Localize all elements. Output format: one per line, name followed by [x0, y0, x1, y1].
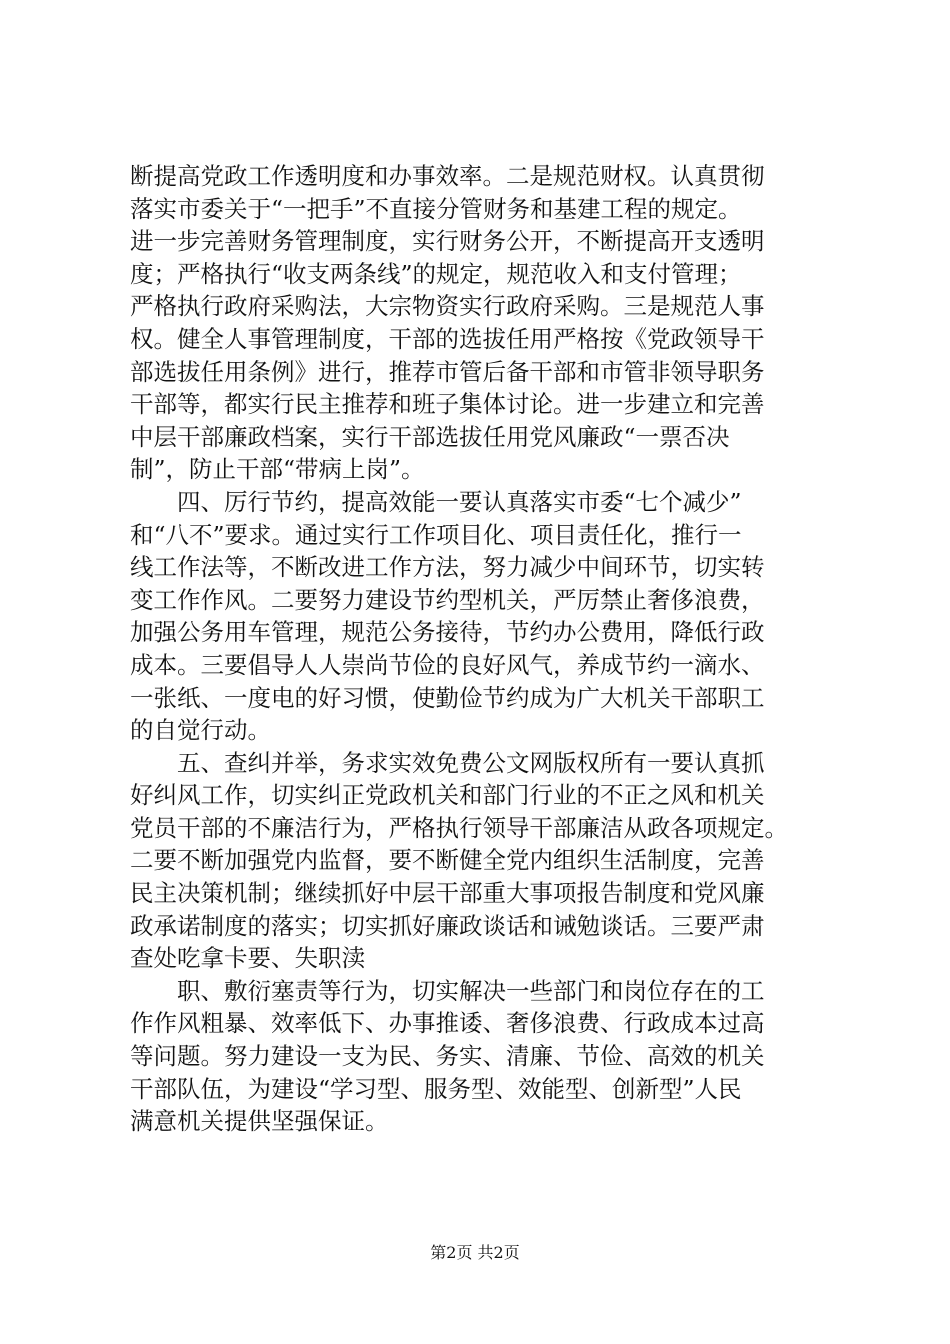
text-line: 五、查纠并举，务求实效免费公文网版权所有一要认真抓 — [130, 748, 765, 777]
text-line: 职、敷衍塞责等行为，切实解决一些部门和岗位存在的工 — [130, 976, 765, 1005]
text-line: 作作风粗暴、效率低下、办事推诿、奢侈浪费、行政成本过高 — [130, 1009, 765, 1038]
text-line: 好纠风工作，切实纠正党政机关和部门行业的不正之风和机关 — [130, 781, 765, 810]
text-line: 中层干部廉政档案，实行干部选拔任用党风廉政“一票否决 — [130, 422, 730, 451]
page-number-footer: 第2页 共2页 — [430, 1243, 520, 1262]
text-line: 四、厉行节约，提高效能一要认真落实市委“七个减少” — [130, 487, 742, 516]
text-line: 严格执行政府采购法，大宗物资实行政府采购。三是规范人事 — [130, 292, 765, 321]
text-line: 政承诺制度的落实；切实抓好廉政谈话和诫勉谈话。三要严肃 — [130, 911, 765, 940]
text-line: 成本。三要倡导人人崇尚节俭的良好风气，养成节约一滴水、 — [130, 650, 765, 679]
text-line: 民主决策机制；继续抓好中层干部重大事项报告制度和党风廉 — [130, 879, 765, 908]
text-line: 加强公务用车管理，规范公务接待，节约办公费用，降低行政 — [130, 618, 765, 647]
text-line: 党员干部的不廉洁行为，严格执行领导干部廉洁从政各项规定。 — [130, 813, 788, 842]
document-body — [130, 160, 830, 1138]
text-line: 满意机关提供坚强保证。 — [130, 1107, 389, 1136]
text-line: 的自觉行动。 — [130, 716, 271, 745]
text-line: 线工作法等，不断改进工作方法，努力减少中间环节，切实转 — [130, 553, 765, 582]
text-line: 查处吃拿卡要、失职渎 — [130, 944, 365, 973]
text-line: 部选拔任用条例》进行，推荐市管后备干部和市管非领导职务 — [130, 357, 765, 386]
text-line: 进一步完善财务管理制度，实行财务公开，不断提高开支透明 — [130, 227, 765, 256]
text-line: 等问题。努力建设一支为民、务实、清廉、节俭、高效的机关 — [130, 1042, 765, 1071]
text-line: 度；严格执行“收支两条线”的规定，规范收入和支付管理； — [130, 259, 742, 288]
text-line: 制”，防止干部“带病上岗”。 — [130, 455, 425, 484]
text-line: 变工作作风。二要努力建设节约型机关，严厉禁止奢侈浪费， — [130, 585, 765, 614]
text-line: 一张纸、一度电的好习惯，使勤俭节约成为广大机关干部职工 — [130, 683, 765, 712]
text-line: 权。健全人事管理制度，干部的选拔任用严格按《党政领导干 — [130, 324, 765, 353]
text-line: 和“八不”要求。通过实行工作项目化、项目责任化，推行一 — [130, 520, 742, 549]
text-line: 干部队伍，为建设“学习型、服务型、效能型、创新型”人民 — [130, 1074, 742, 1103]
text-line: 干部等，都实行民主推荐和班子集体讨论。进一步建立和完善 — [130, 390, 765, 419]
text-line: 落实市委关于“一把手”不直接分管财务和基建工程的规定。 — [130, 194, 742, 223]
text-line: 二要不断加强党内监督，要不断健全党内组织生活制度，完善 — [130, 846, 765, 875]
text-line: 断提高党政工作透明度和办事效率。二是规范财权。认真贯彻 — [130, 162, 765, 190]
